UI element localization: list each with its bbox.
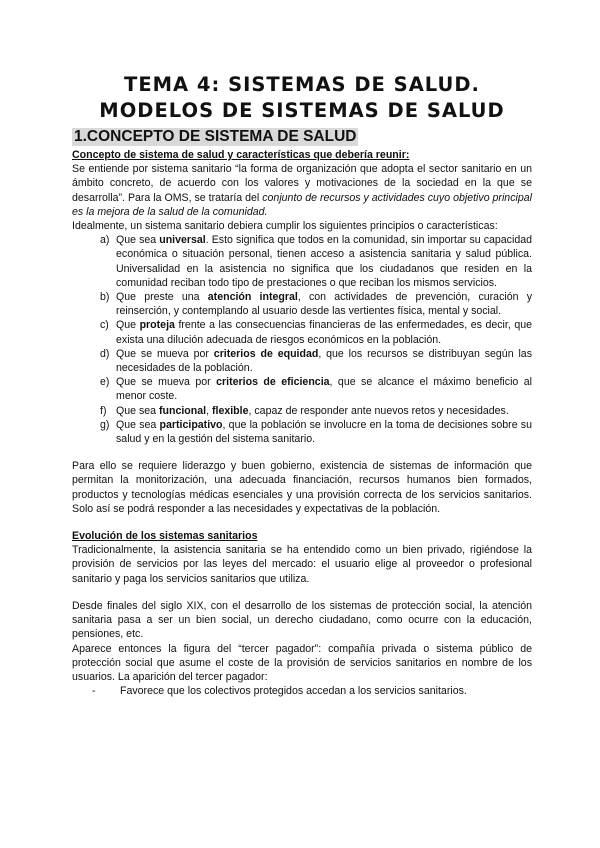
- subheading-evolution: Evolución de los sistemas sanitarios: [72, 530, 258, 543]
- page-title: TEMA 4: SISTEMAS DE SALUD. MODELOS DE SISTEMAS DE SALUD: [99, 73, 505, 122]
- paragraph-third-payer: Aparece entonces la figura del “tercer pagador”: compañía privada o sistema público de protección social que asume el coste de la provisión de servicios sanitarios en nombre de los usuarios. La aparición del tercer pagador:: [72, 642, 532, 683]
- item-text: Que sea: [116, 418, 160, 431]
- item-keyword: atención integral: [207, 291, 298, 304]
- list-marker: f): [100, 404, 107, 417]
- paragraph-leadership: Para ello se requiere liderazgo y buen gobierno, existencia de sistemas de información que permitan la monitorización, una adecuada financiación, recursos humanos bien formados, productos y tecnologías médicas esenciales y una provisión correcta de los servicios sanitarios. Solo así se podrá responder a las necesidades y expectativas de la población.: [72, 460, 532, 515]
- list-marker: a): [100, 234, 110, 247]
- item-text: frente a las consecuencias financieras de las enfermedades, es decir, que exista una dilución adecuada de riesgos económicos en la población.: [116, 319, 532, 346]
- list-item: [100, 418, 532, 446]
- section-heading: 1.CONCEPTO DE SISTEMA DE SALUD: [74, 128, 357, 145]
- item-text: , que la población se involucre en la toma de decisiones sobre su salud y en la gestión del sistema sanitario.: [116, 418, 532, 446]
- item-keyword: funcional: [159, 404, 207, 417]
- item-text: Favorece que los colectivos protegidos accedan a los servicios sanitarios.: [120, 685, 467, 698]
- item-text: , que se alcance el máximo beneficio al menor coste.: [116, 376, 533, 403]
- list-marker: c): [100, 319, 109, 332]
- list-item: [100, 347, 532, 375]
- list-marker: e): [100, 376, 110, 389]
- definition-text: Se entiende por sistema sanitario “la forma de organización que adopta el sector sanitario en un ámbito concreto, de acuerdo con los valores y motivaciones de la sociedad en la que se desarrolla”. Para la OMS, se trataría del: [72, 163, 532, 204]
- list-marker: g): [100, 418, 110, 431]
- list-marker: b): [100, 291, 110, 304]
- definition-italic: conjunto de recursos y actividades cuyo objetivo principal es la mejora de la salud de la comunidad.: [72, 191, 532, 218]
- item-keyword: universal: [159, 234, 206, 247]
- list-item: [100, 318, 532, 346]
- item-text: , que los recursos se distribuyan según las necesidades de la población.: [116, 347, 532, 375]
- item-text: Que preste una: [116, 291, 208, 304]
- item-text: Que: [116, 319, 140, 332]
- item-text: Que se mueva por: [116, 376, 217, 389]
- item-text: Que sea: [116, 404, 159, 417]
- list-item: [92, 684, 532, 698]
- item-text: ,: [206, 404, 212, 417]
- list-marker: -: [92, 685, 96, 698]
- item-keyword: proteja: [139, 319, 175, 332]
- list-marker: d): [100, 347, 110, 360]
- item-text: Que sea: [116, 234, 160, 247]
- list-item: [100, 233, 532, 290]
- item-keyword: criterios de eficiencia: [216, 376, 330, 389]
- item-text: , con actividades de prevención, curación y reinserción, y contemplando al usuario desde las vertientes física, mental y social.: [116, 291, 533, 318]
- subheading-concept: Concepto de sistema de salud y características que debería reunir:: [72, 149, 410, 161]
- item-text: . Esto significa que todos en la comunidad, sin importar su capacidad económica o situación personal, tienen acceso a asistencia sanitaria y salud pública. Universalidad en la asistencia no significa que los ciudadanos que residen en la comunidad reciban todo tipo de prestaciones o que reciban los mismos servicios.: [116, 234, 532, 289]
- principles-list: [72, 233, 532, 446]
- item-text: Que se mueva por: [116, 347, 214, 360]
- item-text: , capaz de responder ante nuevos retos y necesidades.: [248, 404, 509, 417]
- item-keyword: criterios de equidad: [213, 347, 319, 360]
- item-keyword: participativo: [159, 418, 223, 431]
- paragraph-definition: [72, 162, 532, 219]
- item-keyword: flexible: [211, 404, 249, 417]
- paragraph-nineteenth-century: Desde finales del siglo XIX, con el desarrollo de los sistemas de protección social, la atención sanitaria pasa a ser un bien social, un derecho ciudadano, como ocurre con la educación, pensiones, etc.: [72, 599, 532, 641]
- list-item: [100, 290, 532, 318]
- paragraph-traditional: Tradicionalmente, la asistencia sanitaria se ha entendido como un bien privado, rigiéndose la provisión de servicios por las leyes del mercado: el usuario elige al proveedor o profesional sanitario y paga los servicios sanitarios que utiliza.: [72, 544, 532, 585]
- paragraph-principles-intro: Idealmente, un sistema sanitario debiera cumplir los siguientes principios o características:: [72, 220, 498, 233]
- list-item: [100, 375, 532, 403]
- list-item: [100, 404, 532, 418]
